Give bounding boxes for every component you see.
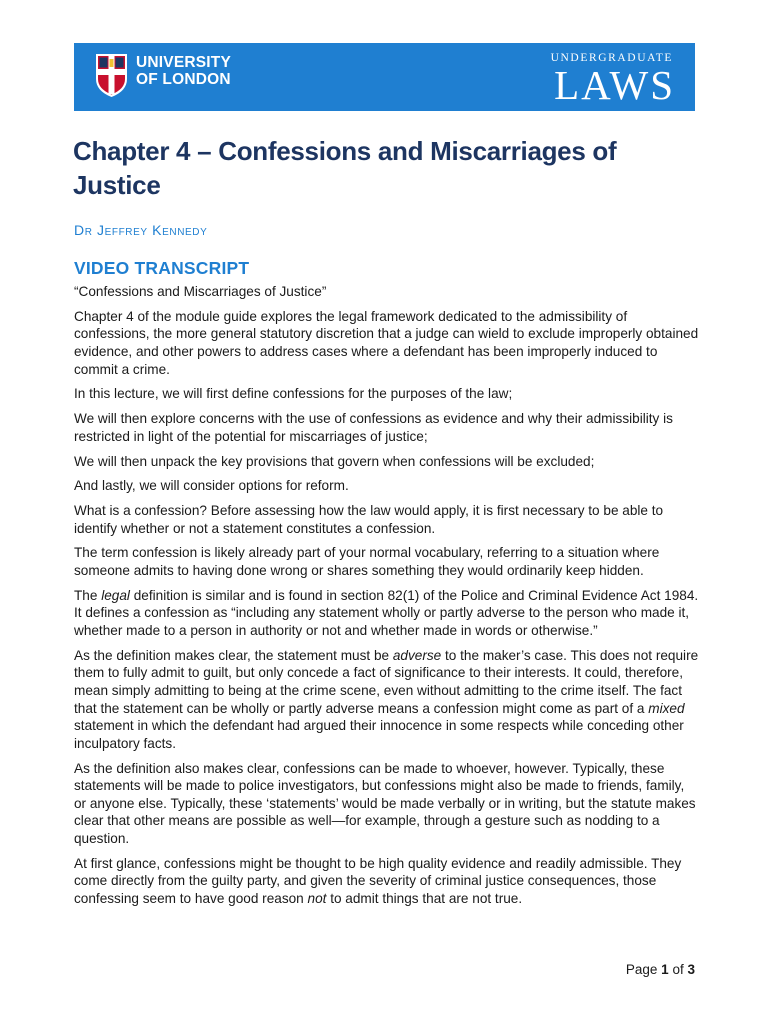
paragraph: Chapter 4 of the module guide explores the legal framework dedicated to the admissibility of confessions, the more general statutory discretion that a judge can wield to exclude improperly obtained evidence, and other powers to address cases where a defendant has been improperly induced to commit a crime. [74, 308, 699, 377]
author-name: Dr Jeffrey Kennedy [74, 222, 208, 238]
emphasis-text: adverse [392, 647, 442, 663]
emphasis-text: not [307, 890, 327, 906]
header-banner [74, 43, 695, 111]
current-page: 1 [661, 962, 669, 977]
paragraph: We will then unpack the key provisions that govern when confessions will be excluded; [74, 453, 595, 469]
university-logo-text [136, 54, 231, 88]
paragraph-adverse [74, 647, 700, 753]
page-title: Chapter 4 – Confessions and Miscarriages of Justice [73, 136, 617, 200]
paragraph-first-glance [74, 855, 700, 908]
emphasis-text: mixed [648, 700, 685, 716]
paragraph: The term confession is likely already part of your normal vocabulary, referring to a situation where someone admits to having done wrong or shares something they would ordinarily keep hidden. [74, 545, 660, 579]
university-crest-icon [95, 53, 128, 98]
text-run: to admit things that are not true. [326, 890, 523, 906]
emphasis-text: legal [101, 587, 130, 603]
total-pages: 3 [687, 962, 695, 977]
text-run: At first glance, confessions might be thought to be high quality evidence and readily admissible. They come directly from the guilty party, and given the severity of criminal justice consequences, those confessing seem to have good reason [74, 855, 682, 906]
paragraph: In this lecture, we will first define confessions for the purposes of the law; [74, 386, 513, 402]
paragraph: What is a confession? Before assessing how the law would apply, it is first necessary to be able to identify whether or not a statement constitutes a confession. [74, 503, 664, 536]
text-run: to the maker’s case. This does not require them to fully admit to guilt, but only concede a fact of significance to their interests. It could, therefore, mean simply admitting to being at the crime scene, even without admitting to the crime itself. The fact that the statement can be wholly or partly adverse means a confession might come as part of a [74, 647, 699, 716]
paragraph: We will then explore concerns with the use of confessions as evidence and why their admissibility is restricted in light of the potential for miscarriages of justice; [74, 411, 673, 444]
text-run: As the definition makes clear, the statement must be [74, 647, 393, 663]
of-word: of [672, 962, 684, 977]
transcript-body [74, 283, 700, 915]
text-run: statement in which the defendant had argued their innocence in some respects while conceding other inculpatory facts. [74, 718, 684, 751]
paragraph: As the definition also makes clear, confessions can be made to whoever, however. Typically, these statements will be made to police investigators, but confessions might also be made to friends, family, or anyone else. Typically, these ‘statements’ would be made verbally or in writing, but the statute makes clear that other means are possible as well—for example, through a gesture such as nodding to a question. [74, 760, 696, 846]
page-number [626, 962, 695, 977]
section-heading: VIDEO TRANSCRIPT [74, 258, 250, 278]
paragraph: And lastly, we will consider options for reform. [74, 478, 349, 494]
programme-label-small: UNDERGRADUATE [550, 52, 673, 64]
university-line-1: UNIVERSITY [136, 54, 232, 71]
paragraph-legal-definition [74, 587, 700, 640]
text-run: definition is similar and is found in section 82(1) of the Police and Criminal Evidence Act 1984. It defines a confession as “including any statement wholly or partly adverse to the person who made it, whether made to a person in authority or not and whether made in words or otherwise.” [74, 587, 699, 638]
paragraph: “Confessions and Miscarriages of Justice” [74, 284, 327, 299]
programme-label-large: LAWS [554, 62, 675, 108]
text-run: The [74, 587, 102, 603]
university-line-2: OF LONDON [136, 71, 231, 88]
page-word: Page [625, 962, 658, 977]
